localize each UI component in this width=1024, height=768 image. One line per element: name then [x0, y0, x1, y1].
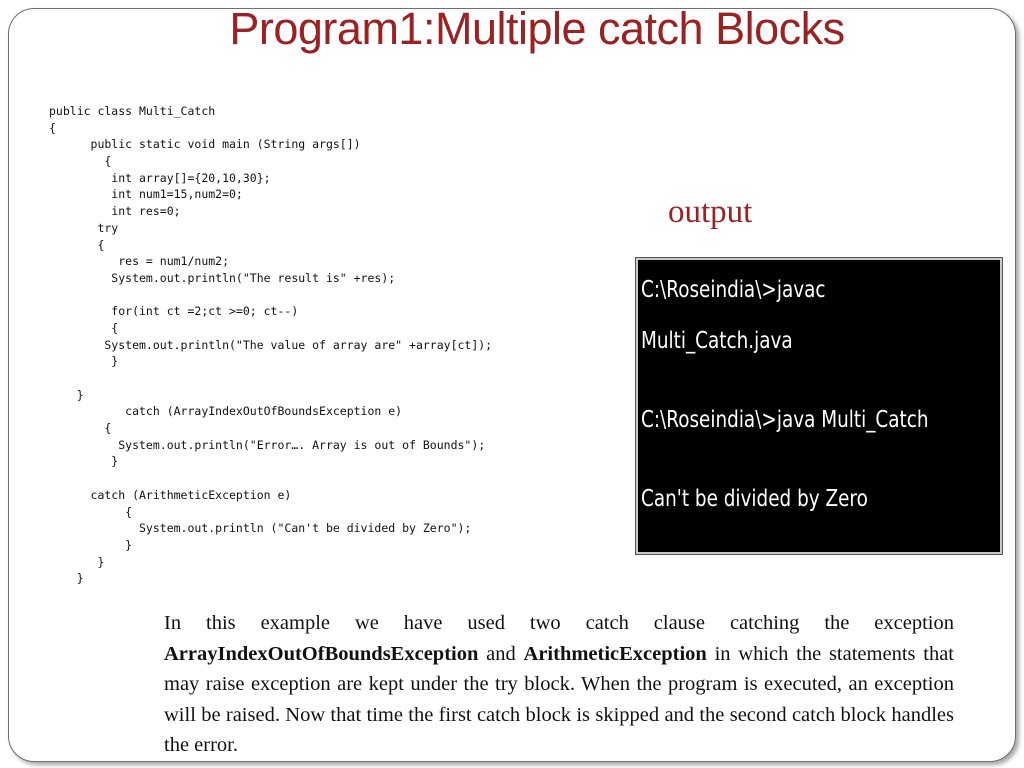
code-line: catch (ArrayIndexOutOfBoundsException e)	[49, 404, 403, 419]
code-line: public static void main (String args[])	[49, 137, 361, 152]
description-bold-term: ArithmeticException	[523, 642, 707, 665]
code-line: try	[49, 220, 119, 235]
code-line: System.out.println("The value of array are" +array[ct]);	[49, 337, 493, 352]
code-line: }	[49, 571, 84, 586]
code-line: for(int ct =2;ct >=0; ct--)	[49, 304, 299, 319]
code-listing	[49, 103, 492, 587]
console-output	[636, 258, 1002, 554]
code-line: }	[49, 554, 105, 569]
code-line: public class Multi_Catch	[49, 104, 216, 118]
code-line: res = num1/num2;	[49, 254, 230, 269]
code-line: {	[49, 120, 56, 135]
code-line: System.out.println("Error…. Array is out of Bounds");	[49, 437, 486, 452]
code-line: System.out.println ("Can't be divided by Zero");	[49, 521, 472, 536]
description-paragraph	[164, 608, 954, 761]
code-line	[49, 370, 492, 387]
console-line: C:\Roseindia\>javac	[641, 277, 826, 303]
code-line	[49, 470, 492, 487]
code-line: }	[49, 354, 119, 369]
code-line: }	[49, 537, 133, 552]
code-line: System.out.println("The result is" +res);	[49, 270, 396, 285]
console-line: Multi_Catch.java	[641, 328, 793, 354]
slide-title: Program1:Multiple catch Blocks	[229, 3, 845, 54]
description-text: in which the statements that may raise exception are kept under the try block. When the program is executed, an exception will be raised. Now that time the first catch block is skipped and the second catch block handles the error.	[164, 642, 954, 756]
code-line: }	[49, 454, 119, 469]
code-line: int array[]={20,10,30};	[49, 170, 271, 185]
console-line: C:\Roseindia\>java Multi_Catch	[641, 407, 929, 433]
code-line: {	[49, 154, 112, 169]
description-text: In this example we have used two catch clause catching the exception	[164, 612, 954, 634]
code-line: int num1=15,num2=0;	[49, 187, 243, 202]
console-line: Can't be divided by Zero	[641, 486, 868, 512]
code-line: {	[49, 237, 105, 252]
code-line: }	[49, 387, 84, 402]
code-line: {	[49, 320, 119, 335]
code-line	[49, 287, 492, 304]
description-text: and	[478, 642, 524, 665]
description-bold-term: ArrayIndexOutOfBoundsException	[164, 642, 479, 665]
code-line: {	[49, 421, 112, 436]
output-label: output	[668, 194, 753, 230]
code-line: int res=0;	[49, 204, 181, 219]
code-line: catch (ArithmeticException e)	[49, 487, 292, 502]
code-line: {	[49, 504, 133, 519]
